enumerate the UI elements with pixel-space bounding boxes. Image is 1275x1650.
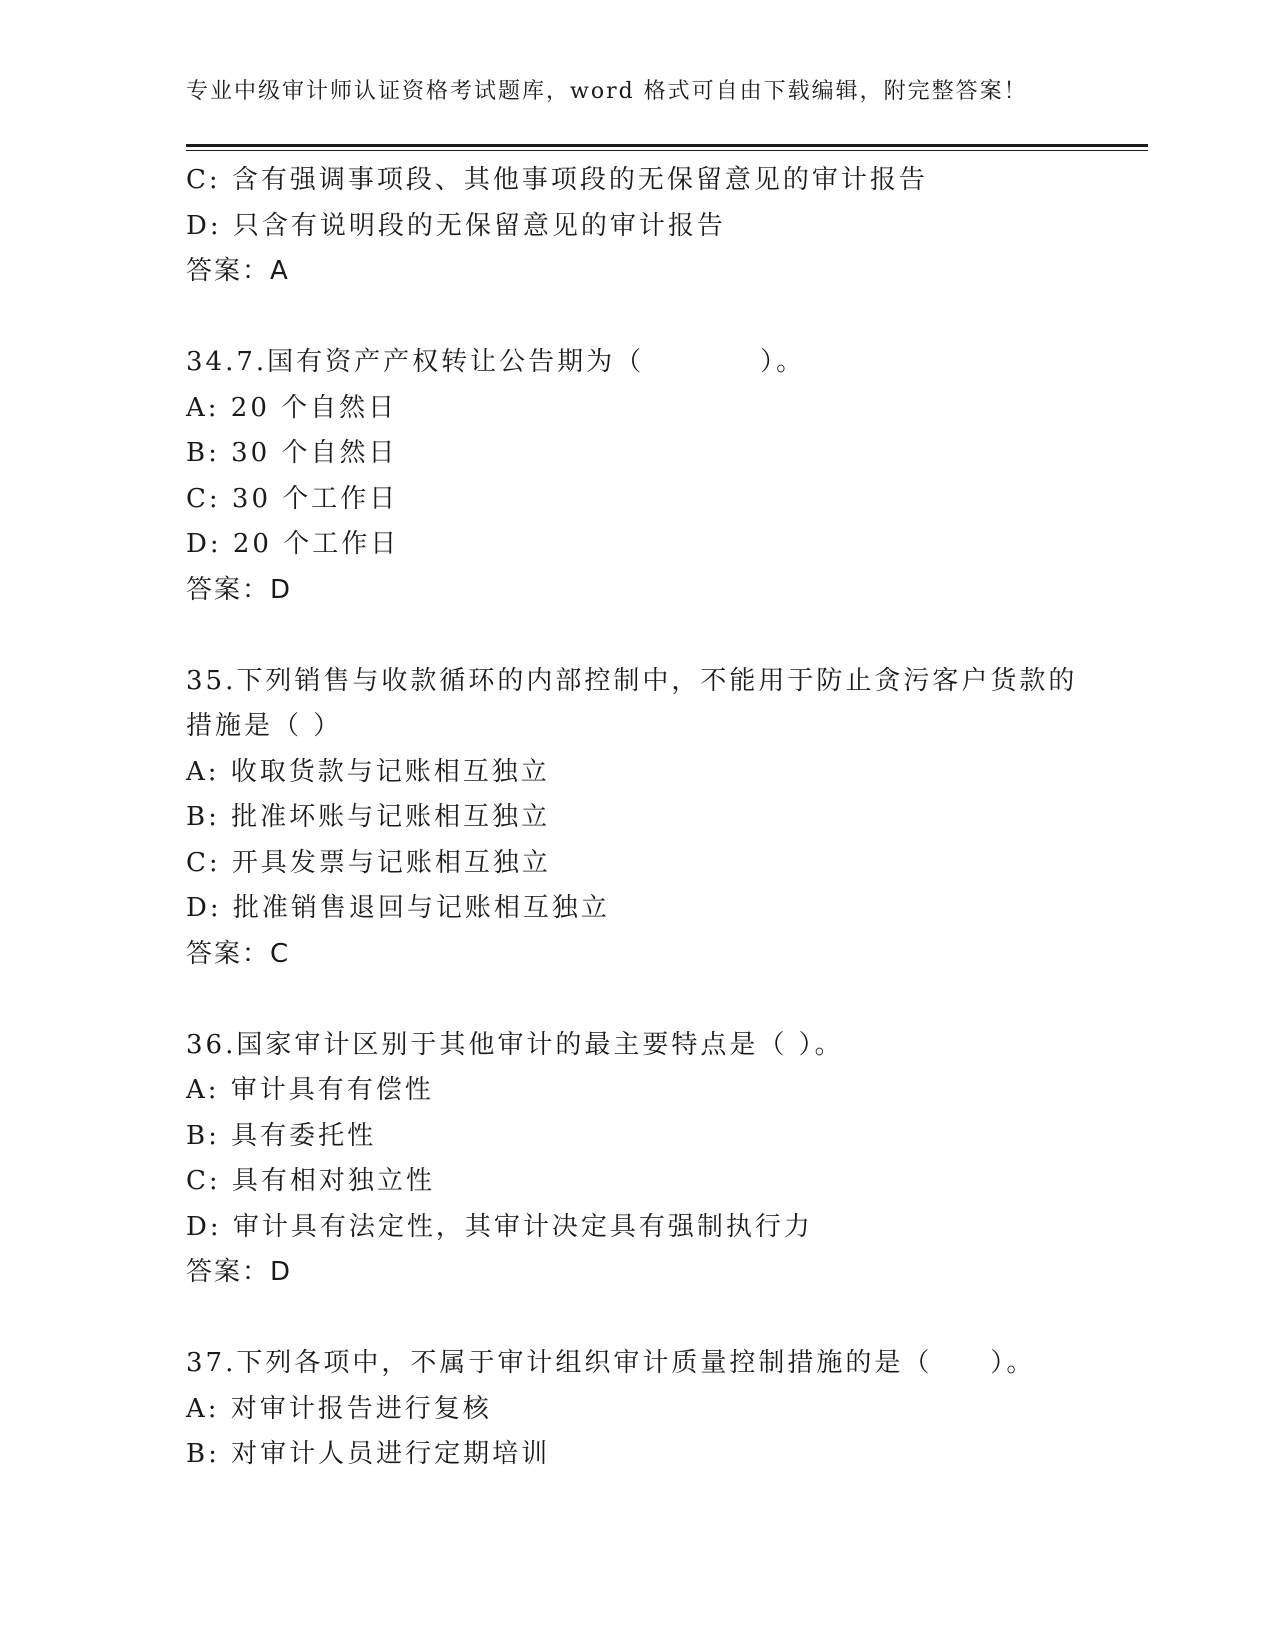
- option-c: C: 开具发票与记账相互独立: [186, 847, 551, 878]
- question-block-35: [186, 659, 1146, 978]
- spacer: [186, 1296, 1146, 1342]
- spacer: [186, 977, 1146, 1023]
- question-block-34: [186, 340, 1146, 613]
- spacer: [186, 295, 1146, 341]
- question-stem: 35.下列销售与收款循环的内部控制中，不能用于防止贪污客户货款的: [186, 665, 1078, 696]
- option-d: D: 审计具有法定性，其审计决定具有强制执行力: [186, 1211, 813, 1242]
- question-stem: 37.下列各项中，不属于审计组织审计质量控制措施的是（ ）。: [186, 1348, 1036, 1378]
- answer-line: 答案：C: [186, 938, 291, 969]
- question-list: [186, 158, 1146, 1478]
- option-b: B: 30 个自然日: [186, 438, 398, 468]
- answer-line: 答案：A: [186, 256, 290, 286]
- answer-line: 答案：D: [186, 574, 293, 605]
- answer-line: 答案：D: [186, 1257, 293, 1287]
- option-a: A: 审计具有有偿性: [186, 1075, 434, 1105]
- option-a: A: 收取货款与记账相互独立: [186, 756, 550, 787]
- option-b: B: 批准坏账与记账相互独立: [186, 802, 551, 832]
- option-c: C: 含有强调事项段、其他事项段的无保留意见的审计报告: [186, 165, 928, 195]
- option-d: D: 批准销售退回与记账相互独立: [186, 893, 610, 923]
- option-c: C: 30 个工作日: [186, 483, 399, 514]
- option-a: A: 对审计报告进行复核: [186, 1393, 492, 1424]
- page-header: 专业中级审计师认证资格考试题库，word 格式可自由下载编辑，附完整答案！: [186, 79, 1028, 104]
- question-block-36: [186, 1023, 1146, 1296]
- question-stem: 34.7.国有资产产权转让公告期为（ ）。: [186, 347, 806, 377]
- spacer: [186, 613, 1146, 659]
- option-d: D: 20 个工作日: [186, 529, 400, 559]
- header-divider-thin: [186, 150, 1148, 151]
- option-d: D: 只含有说明段的无保留意见的审计报告: [186, 210, 726, 241]
- option-c: C: 具有相对独立性: [186, 1166, 435, 1196]
- option-b: B: 对审计人员进行定期培训: [186, 1439, 551, 1469]
- question-stem-continued: 措施是（ ）: [186, 711, 343, 741]
- question-block-33-tail: [186, 158, 1146, 295]
- option-a: A: 20 个自然日: [186, 392, 398, 423]
- option-b: B: 具有委托性: [186, 1120, 377, 1151]
- header-divider-thick: [186, 144, 1148, 147]
- question-block-37: [186, 1341, 1146, 1478]
- question-stem: 36.国家审计区别于其他审计的最主要特点是（ ）。: [186, 1029, 844, 1060]
